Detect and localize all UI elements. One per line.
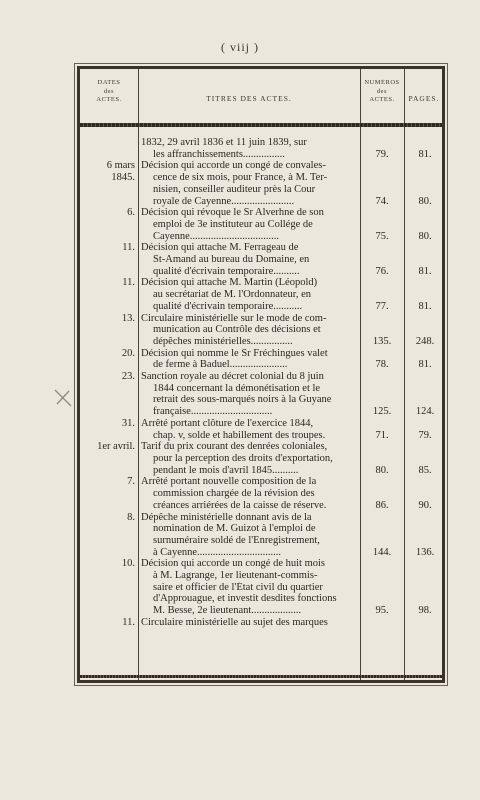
row-number: 80. — [375, 464, 389, 476]
row-number: 75. — [375, 230, 389, 242]
row-title-line: à Cayenne................................ — [153, 546, 282, 558]
row-page: 248. — [415, 335, 435, 347]
row-title-line: munication au Contrôle des décisions et — [153, 324, 321, 336]
row-number: 76. — [375, 265, 389, 277]
row-title-line: St-Amand au bureau du Domaine, en — [153, 254, 310, 266]
row-number: 79. — [375, 148, 389, 160]
row-title-line: Décision qui attache M. Martin (Léopold) — [141, 277, 318, 289]
row-title-line: pour la perception des droits d'exportation, — [153, 452, 333, 464]
row-title — [140, 313, 356, 348]
row-title — [140, 617, 356, 629]
row-page: 81. — [418, 300, 432, 312]
page-number: ( viij ) — [221, 40, 259, 54]
row-title-line: pendant le mois d'avril 1845.......... — [153, 464, 299, 476]
index-table — [77, 66, 445, 683]
row-title-line: d'Approuague, et investit desdites fonctions — [153, 593, 337, 605]
table-row — [80, 242, 442, 277]
row-title-line: Circulaire ministérielle sur le mode de com- — [141, 312, 327, 324]
row-title-line: Arrêté portant clôture de l'exercice 1844, — [141, 417, 314, 429]
row-page: 80. — [418, 230, 432, 242]
header-pages: PAGES. — [408, 94, 440, 103]
row-title — [140, 137, 356, 160]
row-title — [140, 242, 356, 277]
table-row — [80, 207, 442, 242]
table-row — [80, 313, 442, 348]
header-rule — [80, 123, 442, 127]
row-number: 78. — [375, 359, 389, 371]
row-title — [140, 207, 356, 242]
row-title — [140, 476, 356, 511]
row-page: 124. — [415, 406, 435, 418]
row-title-line: surnuméraire soldé de l'Enregistrement, — [153, 534, 320, 546]
row-number: 125. — [372, 406, 392, 418]
table-row — [80, 160, 442, 207]
row-title-line: chap. v, solde et habillement des troupes. — [153, 429, 326, 441]
row-date: 1er avril. — [97, 441, 135, 453]
row-title-line: nisien, conseiller auditeur près la Cour — [153, 183, 316, 195]
table-row — [80, 418, 442, 441]
row-title-line: M. Besse, 2e lieutenant................... — [153, 605, 302, 617]
row-title-line: de ferme à Baduel...................... — [153, 359, 288, 371]
row-number: 74. — [375, 195, 389, 207]
row-title-line: créances arriérées de la caisse de réserve. — [153, 499, 327, 511]
row-date: 11. — [122, 242, 135, 254]
row-page: 79. — [418, 429, 432, 441]
row-page: 85. — [418, 464, 432, 476]
bottom-rule — [80, 675, 442, 678]
table-row — [80, 558, 442, 617]
row-page: 81. — [418, 148, 432, 160]
row-title-line: retrait des sous-marqués noirs à la Guyane — [153, 394, 332, 406]
row-title-line: les affranchissements................ — [153, 148, 285, 160]
row-title-line: française............................... — [153, 406, 273, 418]
row-date: 10. — [121, 558, 135, 570]
row-title-line: Décision qui accorde un congé de convales- — [141, 160, 326, 172]
row-title-line: Décision qui attache M. Ferrageau de — [141, 242, 299, 254]
table-row — [80, 476, 442, 511]
row-title — [140, 418, 356, 441]
row-title-line: qualité d'écrivain temporaire.......... — [153, 265, 300, 277]
row-title — [140, 441, 356, 476]
row-date: 31. — [121, 417, 135, 429]
row-page: 80. — [418, 195, 432, 207]
row-page: 136. — [415, 546, 435, 558]
row-title-line: à M. Lagrange, 1er lieutenant-commis- — [153, 570, 318, 582]
row-title-line: royale de Cayenne........................ — [153, 195, 295, 207]
row-title — [140, 371, 356, 418]
table-row — [80, 277, 442, 312]
header-numbers: NUMÉROS des ACTES. — [364, 79, 400, 103]
row-date: 6 mars 1845. — [106, 160, 135, 184]
row-title-line: au secrétariat de M. l'Ordonnateur, en — [153, 289, 312, 301]
header-titles: TITRES DES ACTES. — [206, 94, 292, 103]
row-date: 11. — [122, 277, 135, 289]
row-title-line: nomination de M. Guizot à l'emploi de — [153, 523, 316, 535]
row-date: 6. — [127, 207, 135, 219]
row-title-line: Sanction royale au décret colonial du 8 juin — [141, 371, 324, 383]
row-number: 95. — [375, 605, 389, 617]
row-title-line: emploi de 3e instituteur au Collége de — [153, 218, 313, 230]
row-title-line: Décision qui révoque le Sr Alverhne de son — [141, 207, 324, 219]
row-title-line: Arrêté portant nouvelle composition de la — [141, 476, 317, 488]
row-title — [140, 348, 356, 371]
row-page: 81. — [418, 265, 432, 277]
row-title-line: dépêches ministérielles................ — [153, 335, 293, 347]
row-number: 86. — [375, 499, 389, 511]
pencil-cross-mark — [52, 388, 74, 408]
row-title-line: Cayenne.................................. — [153, 230, 279, 242]
row-title-line: Dépêche ministérielle donnant avis de la — [141, 511, 312, 523]
row-title-line: commission chargée de la révision des — [153, 488, 315, 500]
row-title-line: saire et officier de l'État civil du quartier — [153, 581, 323, 593]
row-date: 23. — [121, 371, 135, 383]
row-title — [140, 512, 356, 559]
row-title-line: 1844 concernant la démonétisation et le — [153, 382, 321, 394]
row-number: 135. — [372, 335, 392, 347]
row-number: 77. — [375, 300, 389, 312]
row-title — [140, 277, 356, 312]
table-row — [80, 137, 442, 160]
table-row — [80, 371, 442, 418]
header-dates: DATES des ACTES. — [96, 79, 122, 103]
row-title-line: qualité d'écrivain temporaire........... — [153, 300, 303, 312]
row-title — [140, 558, 356, 617]
row-title-line: 1832, 29 avril 1836 et 11 juin 1839, sur — [141, 137, 307, 148]
table-row — [80, 441, 442, 476]
row-title — [140, 160, 356, 207]
row-date: 8. — [127, 511, 135, 523]
row-date: 11. — [122, 616, 135, 628]
row-page: 81. — [418, 359, 432, 371]
row-page: 98. — [418, 605, 432, 617]
row-number: 71. — [375, 429, 389, 441]
table-row — [80, 512, 442, 559]
table-body — [80, 137, 442, 629]
row-title-line: Décision qui nomme le Sr Fréchingues valet — [141, 347, 328, 359]
row-date: 7. — [127, 476, 135, 488]
row-date: 13. — [121, 312, 135, 324]
row-title-line: Circulaire ministérielle au sujet des marques — [141, 616, 328, 628]
row-number: 144. — [372, 546, 392, 558]
row-title-line: Décision qui accorde un congé de huit mois — [141, 558, 325, 570]
row-title-line: Tarif du prix courant des denrées coloniales, — [141, 441, 328, 453]
row-date: 20. — [121, 347, 135, 359]
row-title-line: cence de six mois, pour France, à M. Ter- — [153, 172, 328, 184]
table-row — [80, 617, 442, 629]
row-page: 90. — [418, 499, 432, 511]
table-row — [80, 348, 442, 371]
